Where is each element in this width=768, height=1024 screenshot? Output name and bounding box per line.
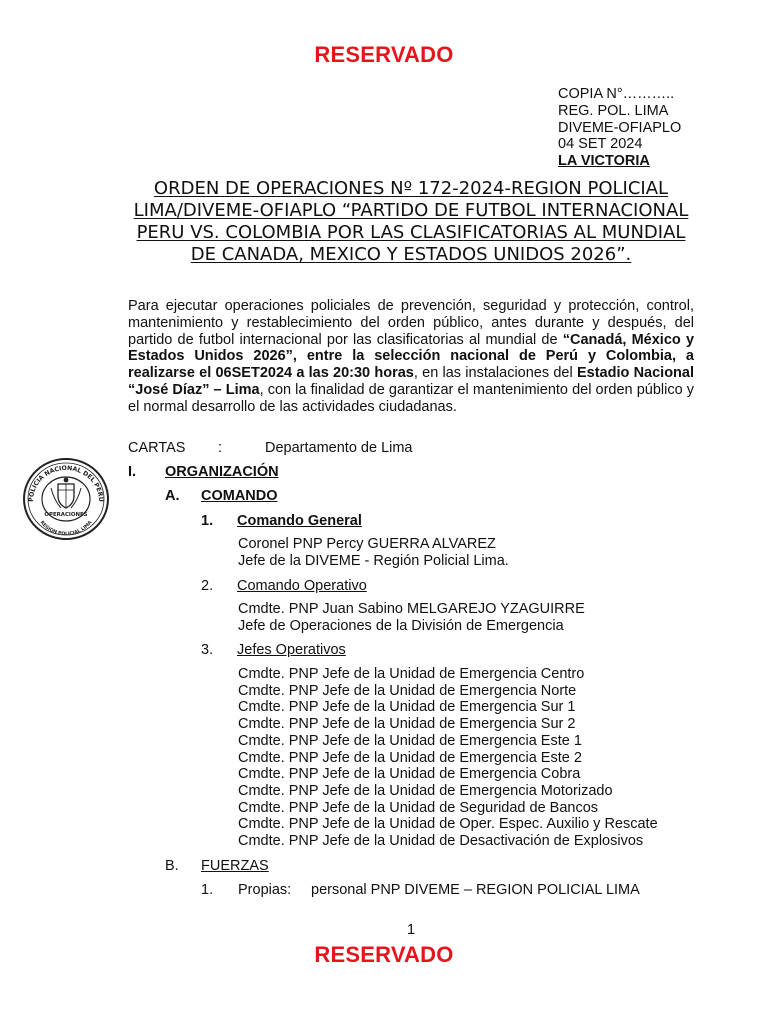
copy-number: COPIA N°……….. — [558, 86, 675, 102]
subsection-a-title: COMANDO — [201, 488, 278, 504]
document-title: ORDEN DE OPERACIONES Nº 172-2024-REGION POLICIAL LIMA/DIVEME-OFIAPLO “PARTIDO DE FUTBOL INTERNACIONAL PERU VS. COLOMBIA POR LAS CLASIFICATORIAS AL MUNDIAL DE CANADA, MEXICO Y ESTADOS UNIDOS 2026”. — [133, 178, 689, 265]
item-3-lines — [238, 666, 658, 850]
document-date: 04 SET 2024 — [558, 136, 643, 153]
item-2-number: 2. — [201, 578, 214, 594]
list-item: Cmdte. PNP Jefe de la Unidad de Emergencia Este 1 — [238, 732, 582, 749]
svg-text:OPERACIONES: OPERACIONES — [44, 512, 88, 518]
section-1-number: I. — [128, 464, 137, 480]
list-item: Cmdte. PNP Jefe de la Unidad de Seguridad de Bancos — [238, 799, 599, 816]
list-item: Cmdte. PNP Jefe de la Unidad de Emergencia Norte — [238, 682, 577, 699]
subsection-a-number: A. — [165, 488, 180, 504]
cartas-value: Departamento de Lima — [265, 440, 413, 456]
item-3-number: 3. — [201, 642, 214, 658]
list-item: Cmdte. PNP Jefe de la Unidad de Emergencia Sur 1 — [238, 699, 576, 716]
unit-reference: DIVEME-OFIAPLO — [558, 119, 682, 136]
list-item: Cmdte. PNP Jefe de la Unidad de Oper. Espec. Auxilio y Rescate — [238, 816, 658, 833]
item-1-title: Comando General — [237, 513, 362, 529]
intro-text-2: , en las instalaciones del — [413, 365, 577, 382]
item-2-title: Comando Operativo — [237, 578, 367, 594]
fuerzas-item-1-value: personal PNP DIVEME – REGION POLICIAL LIMA — [311, 882, 640, 898]
list-item: Cmdte. PNP Juan Sabino MELGAREJO YZAGUIRRE — [238, 601, 585, 617]
intro-bold-1: “Canadá, México y Estados Unidos 2026”, entre la selección nacional de Perú y Colombia, a realizarse el 06SET2024 a las 20:30 horas — [128, 331, 695, 382]
item-2-lines — [238, 601, 585, 634]
item-3-title: Jefes Operativos — [237, 642, 346, 658]
list-item: Cmdte. PNP Jefe de la Unidad de Emergencia Centro — [238, 666, 585, 682]
cartas-label: CARTAS — [128, 440, 186, 456]
reference-block — [558, 86, 681, 170]
fuerzas-item-1-label: Propias: — [238, 882, 292, 898]
police-seal — [21, 456, 111, 542]
list-item: Cmdte. PNP Jefe de la Unidad de Emergencia Este 2 — [238, 749, 582, 766]
page-number: 1 — [406, 922, 416, 938]
item-1-lines — [238, 536, 509, 569]
list-item: Jefe de la DIVEME - Región Policial Lima. — [238, 552, 509, 569]
list-item: Coronel PNP Percy GUERRA ALVAREZ — [238, 536, 496, 552]
section-1-title: ORGANIZACIÓN — [165, 464, 279, 480]
intro-text-1: Para ejecutar operaciones policiales de prevención, seguridad y protección, control, mantenimiento y restablecimiento del orden público, antes durante y después, del partido de futbol internacional por las clasificatorias al mundial de — [128, 298, 694, 348]
region-reference: REG. POL. LIMA — [558, 102, 669, 119]
list-item: Cmdte. PNP Jefe de la Unidad de Emergencia Motorizado — [238, 782, 613, 799]
svg-text:REGION POLICIAL LIMA: REGION POLICIAL LIMA — [38, 520, 94, 538]
classification-footer: RESERVADO — [314, 942, 454, 967]
fuerzas-item-1-number: 1. — [201, 882, 214, 898]
list-item: Cmdte. PNP Jefe de la Unidad de Desactivación de Explosivos — [238, 833, 644, 850]
list-item: Jefe de Operaciones de la División de Emergencia — [238, 617, 564, 634]
classification-header: RESERVADO — [314, 42, 454, 67]
document-place: LA VICTORIA — [558, 153, 650, 170]
subsection-b-title: FUERZAS — [201, 858, 269, 874]
item-1-number: 1. — [201, 513, 214, 529]
svg-text:POLICIA NACIONAL DEL PERU: POLICIA NACIONAL DEL PERU — [27, 464, 105, 503]
list-item: Cmdte. PNP Jefe de la Unidad de Emergencia Cobra — [238, 766, 581, 783]
seal-icon — [21, 456, 111, 542]
intro-bold-2: Estadio Nacional “José Díaz” – Lima — [128, 365, 695, 398]
intro-paragraph — [128, 298, 694, 416]
cartas-separator: : — [218, 440, 223, 456]
list-item: Cmdte. PNP Jefe de la Unidad de Emergencia Sur 2 — [238, 716, 576, 733]
subsection-b-number: B. — [165, 858, 179, 874]
intro-text-3: , con la finalidad de garantizar el mantenimiento del orden público y el normal desarrollo de las actividades ciudadanas. — [128, 381, 695, 415]
